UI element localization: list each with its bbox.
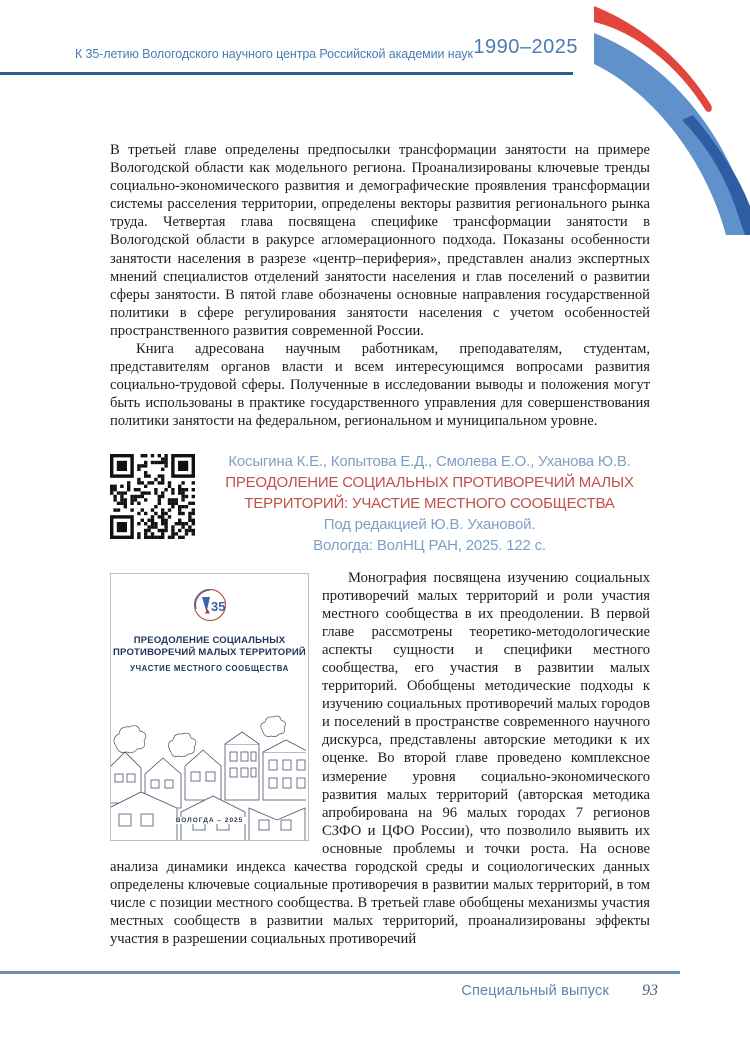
main-text-column (110, 141, 650, 948)
paragraph-employment-chapters: В третьей главе определены предпосылки трансформации занятости на примере Вологодской области как модельного региона. Проанализированы ключевые тренды социально-экономического развития и демографические проявления трансформации системы расселения территории, определены векторы развития регионального рынка труда. Четвертая глава посвящена специфике трансформации занятости в Вологодской области в ракурсе агломерационного подхода. Показаны особенности занятости населения в разрезе «центр–периферия», представлен анализ экспертных мнений специалистов отделений занятости населения и глав поселений о развитии сферы занятости. В пятой главе обозначены основные направления государственной политики в сфере регулирования занятости населения с учетом особенностей пространственного развития современной России. (110, 142, 650, 339)
page-footer (0, 971, 680, 1000)
annotation-section (110, 569, 650, 949)
cover-title-line1: ПРЕОДОЛЕНИЕ СОЦИАЛЬНЫХ (133, 634, 286, 646)
book-cover (110, 573, 309, 841)
svg-text:35: 35 (210, 598, 225, 614)
citation-block (110, 451, 650, 556)
anniversary-logo-icon (192, 587, 228, 623)
citation-title: ПРЕОДОЛЕНИЕ СОЦИАЛЬНЫХ ПРОТИВОРЕЧИЙ МАЛЫХ ТЕРРИТОРИЙ: УЧАСТИЕ МЕСТНОГО СООБЩЕСТВА (225, 473, 634, 512)
header-anniversary-text: К 35-летию Вологодского научного центра Российской академии наук (75, 47, 473, 61)
page-number: 93 (642, 982, 658, 999)
citation-text (195, 451, 650, 556)
citation-imprint: Вологда: ВолНЦ РАН, 2025. 122 с. (313, 536, 546, 554)
citation-editor: Под редакцией Ю.В. Ухановой. (323, 515, 536, 533)
cover-title-line2: ПРОТИВОРЕЧИЙ МАЛЫХ ТЕРРИТОРИЙ (113, 647, 306, 658)
issue-label: Специальный выпуск (461, 983, 609, 999)
header-years: 1990–2025 (473, 36, 578, 58)
cover-title (111, 635, 308, 660)
citation-authors: Косыгина К.Е., Копытова Е.Д., Смолева Е.О., Уханова Ю.В. (228, 452, 631, 470)
header-rule (0, 72, 573, 75)
qr-code (110, 454, 195, 539)
cover-subtitle: УЧАСТИЕ МЕСТНОГО СООБЩЕСТВА (130, 663, 289, 673)
paragraph-monograph-annotation: Монография посвящена изучению социальных противоречий малых территорий и роли участия местного сообщества в их преодолении. В первой главе рассмотрены теоретико-методологические аспекты сущности и специфики местного сообщества, его участия в развитии малых территорий. Обобщены методические подходы к изучению социальных противоречий малых городов и поселений в пространстве современного научного дискурса, представлены авторские методики к их оценке. Во второй главе проведено комплексное измерение уровня социально-экономического развития малых территорий (авторская методика апробирована на 96 малых городах 7 регионов СЗФО и ЦФО России), что позволило выявить их основные проблемы и точки роста. На основе анализа динамики индекса качества городской среды и социологических данных определены ключевые социальные противоречия в развитии малых территорий, в том числе с позиции местного сообщества. В третьей главе обобщены механизмы участия местных сообществ в развитии малых территорий, проанализированы эффекты участия в разрешении социальных противоречий (110, 569, 650, 948)
cover-imprint: ВОЛОГДА – 2025 (172, 817, 248, 824)
paragraph-book-audience: Книга адресована научным работникам, преподавателям, студентам, представителям органов власти и всем интересующимся вопросами развития социально-трудовой сферы. Полученные в исследовании выводы и положения могут быть использованы в практике государственного управления для совершенствования политики занятости на федеральном, региональном и муниципальном уровне. (110, 341, 650, 430)
